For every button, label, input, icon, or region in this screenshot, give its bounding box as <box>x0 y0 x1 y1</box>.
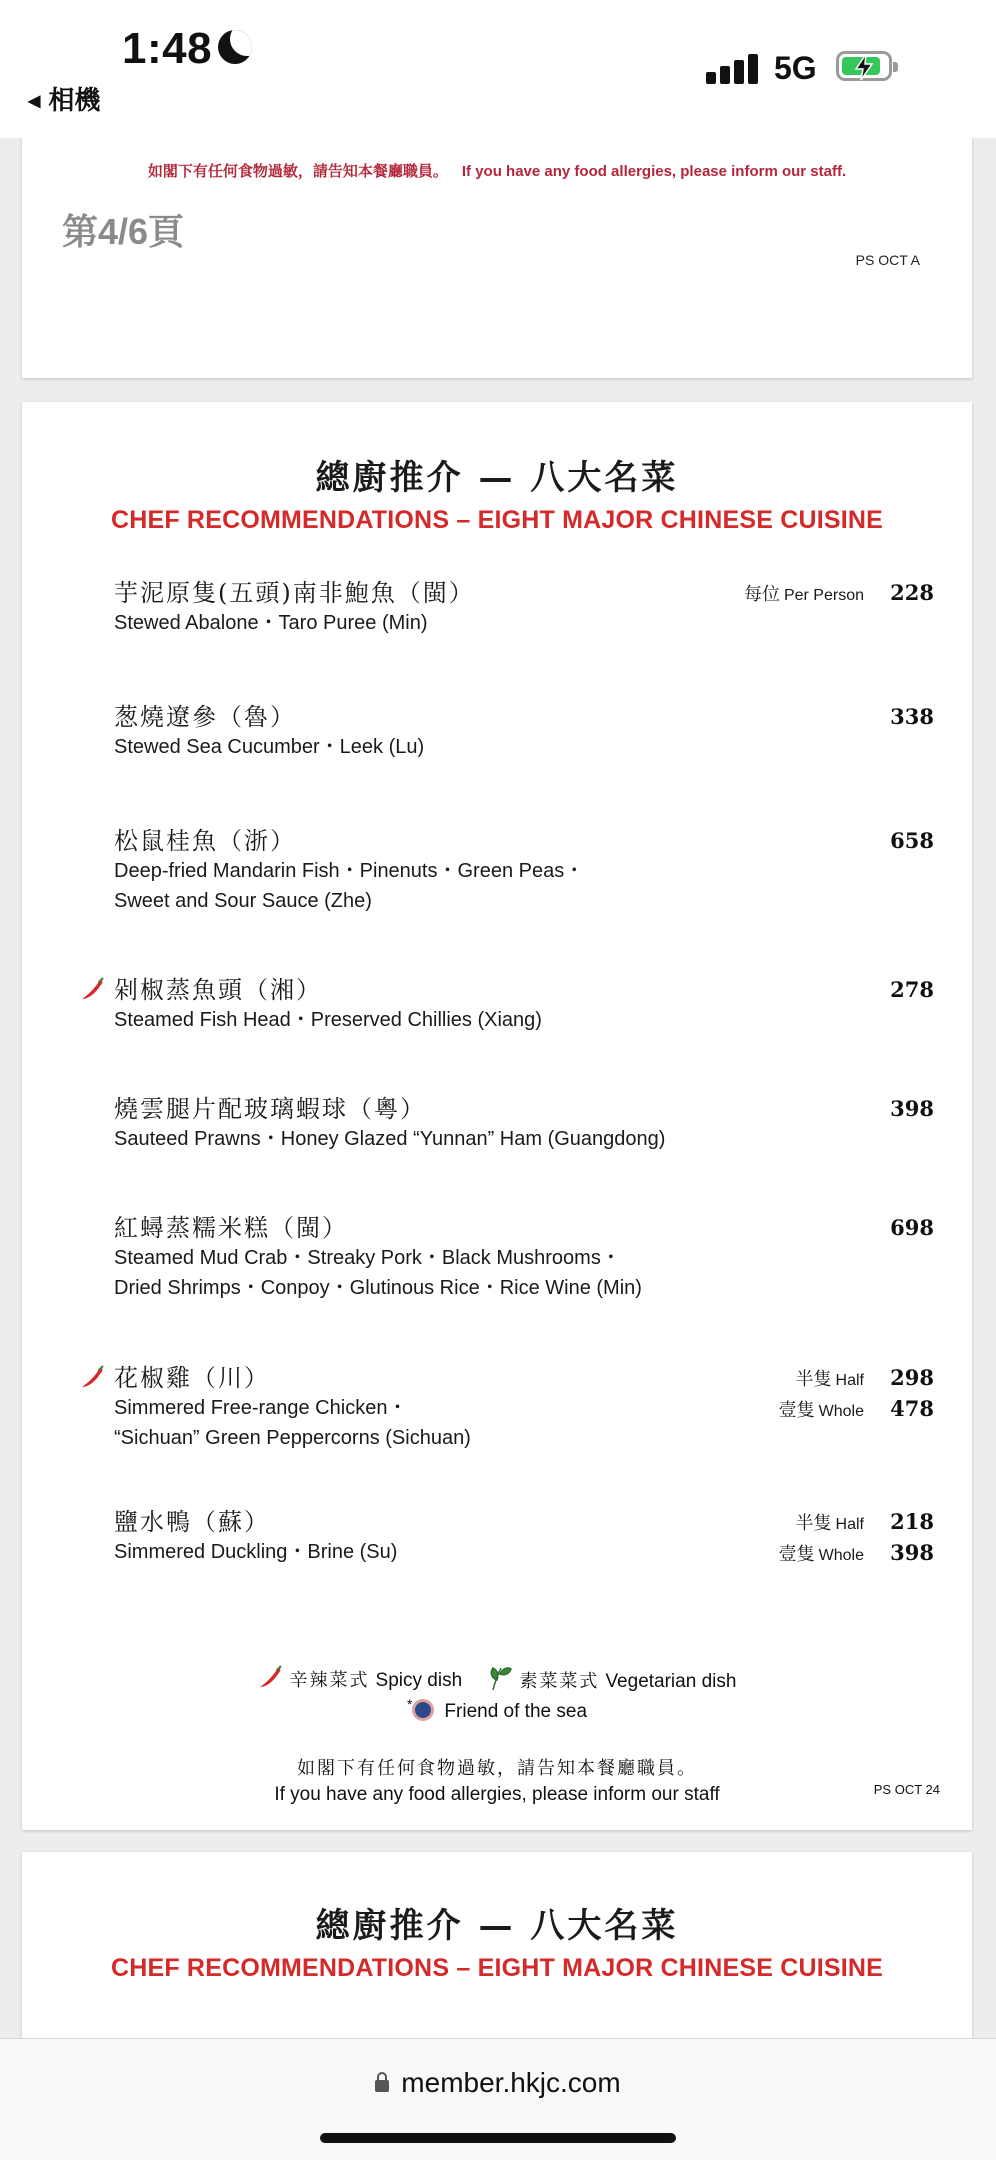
vegetable-icon <box>487 1664 513 1692</box>
lock-icon <box>375 2080 389 2092</box>
menu-title-zh: 總廚推介 — 八大名菜 <box>315 458 679 498</box>
price-value: 658 <box>890 828 934 853</box>
price-row <box>744 578 934 609</box>
menu-item-prices <box>779 1363 934 1425</box>
menu-item-name-zh: 葱燒遼參（魯） <box>114 703 296 731</box>
menu-item <box>114 1213 934 1303</box>
legend-spicy-zh: 辛辣菜式 <box>289 1670 370 1691</box>
chili-icon <box>258 1665 284 1691</box>
menu-item-name-en: Stewed Sea Cucumber・Leek (Lu) <box>114 736 425 758</box>
price-label-zh: 每位 <box>743 584 780 605</box>
menu-item <box>114 826 934 916</box>
price-label-zh: 半隻 <box>795 1369 832 1390</box>
menu-item-name-en: Simmered Free-range Chicken・ <box>114 1397 408 1419</box>
menu-item-prices <box>779 1507 934 1569</box>
status-bar <box>0 0 996 138</box>
status-time: 1:48 <box>122 24 213 73</box>
url-text: member.hkjc.com <box>401 2067 621 2098</box>
legend-spicy <box>258 1665 463 1692</box>
menu-item-name-en: Simmered Duckling・Brine (Su) <box>114 1541 398 1563</box>
price-row <box>864 826 934 857</box>
price-row <box>779 1394 934 1425</box>
price-value: 278 <box>890 977 934 1002</box>
url-field[interactable] <box>0 2067 996 2099</box>
menu-item-name-zh: 鹽水鴨（蘇） <box>114 1508 270 1536</box>
menu-item <box>114 578 934 638</box>
menu-item-name-zh: 剁椒蒸魚頭（湘） <box>114 976 322 1004</box>
menu-item-name-en: Deep-fried Mandarin Fish・Pinenuts・Green Peas・ <box>114 860 585 882</box>
price-label-en: Half <box>835 1516 864 1533</box>
menu-page-previous <box>22 100 972 378</box>
menu-item-prices <box>864 826 934 857</box>
price-row <box>779 1363 934 1394</box>
menu-item-name-en: Stewed Abalone・Taro Puree (Min) <box>114 612 428 634</box>
price-label-en: Whole <box>818 1547 864 1564</box>
page-code: PS OCT A <box>855 252 920 268</box>
menu-item <box>114 1094 934 1154</box>
price-row <box>864 702 934 733</box>
signal-icon <box>706 54 760 84</box>
price-row <box>779 1507 934 1538</box>
legend-sea-en: Friend of the sea <box>444 1701 588 1722</box>
allergy-notice-en: If you have any food allergies, please inform our staff. <box>461 163 847 180</box>
home-indicator[interactable] <box>320 2133 676 2143</box>
menu-item <box>114 702 934 762</box>
menu-item <box>114 975 934 1035</box>
menu-item-name-en: Sweet and Sour Sauce (Zhe) <box>114 890 372 912</box>
price-label-zh: 半隻 <box>795 1513 832 1534</box>
price-label-zh: 壹隻 <box>778 1400 815 1421</box>
menu-item-name-zh: 花椒雞（川） <box>114 1364 270 1392</box>
moon-icon <box>218 30 252 64</box>
menu-item-name-en: Sauteed Prawns・Honey Glazed “Yunnan” Ham (Guangdong) <box>114 1128 666 1150</box>
menu-item-prices <box>864 1094 934 1125</box>
price-value: 218 <box>890 1509 934 1534</box>
menu-title-en: CHEF RECOMMENDATIONS – EIGHT MAJOR CHINESE CUISINE <box>110 1954 884 1982</box>
menu-item-name-zh: 芋泥原隻(五頭)南非鮑魚（閩） <box>114 579 475 607</box>
menu-item-name-zh: 燒雲腿片配玻璃蝦球（粵） <box>114 1095 426 1123</box>
price-value: 398 <box>890 1540 934 1565</box>
chili-icon <box>80 1365 106 1391</box>
menu-item-prices <box>864 975 934 1006</box>
menu-item-prices <box>744 578 934 609</box>
menu-item-prices <box>864 1213 934 1244</box>
price-row <box>864 975 934 1006</box>
browser-address-bar[interactable] <box>0 2038 996 2160</box>
price-label-en: Half <box>835 1372 864 1389</box>
legend-vegetarian <box>487 1664 736 1693</box>
price-row <box>864 1213 934 1244</box>
menu-item-name-zh: 松鼠桂魚（浙） <box>114 827 296 855</box>
price-label-en: Per Person <box>783 587 864 604</box>
menu-item-name-en: Steamed Fish Head・Preserved Chillies (Xiang) <box>114 1009 542 1031</box>
legend-veg-zh: 素菜菜式 <box>519 1671 600 1692</box>
legend-veg-en: Vegetarian dish <box>605 1671 737 1692</box>
price-row <box>779 1538 934 1569</box>
menu-item-name-zh: 紅蟳蒸糯米糕（閩） <box>114 1214 348 1242</box>
legend <box>22 1664 972 1693</box>
price-value: 698 <box>890 1215 934 1240</box>
menu-item-name-en: Dried Shrimps・Conpoy・Glutinous Rice・Rice Wine (Min) <box>114 1277 642 1299</box>
menu-item-name-en: “Sichuan” Green Peppercorns (Sichuan) <box>114 1427 471 1449</box>
footer-allergy-zh: 如閣下有任何食物過敏，請告知本餐廳職員。 <box>297 1758 697 1779</box>
price-value: 228 <box>890 580 934 605</box>
allergy-notice <box>22 160 972 181</box>
page-number: 第4/6頁 <box>62 211 185 252</box>
legend-spicy-en: Spicy dish <box>375 1670 463 1691</box>
friend-of-the-sea-icon <box>412 1699 434 1721</box>
menu-item-name-en: Steamed Mud Crab・Streaky Pork・Black Mushrooms・ <box>114 1247 621 1269</box>
back-to-app-link[interactable] <box>28 80 100 117</box>
allergy-notice-zh: 如閣下有任何食物過敏，請告知本餐廳職員。 <box>147 162 448 180</box>
sea-asterisk: * <box>406 1696 413 1712</box>
legend-friend-of-sea <box>22 1696 972 1723</box>
price-row <box>864 1094 934 1125</box>
price-value: 398 <box>890 1096 934 1121</box>
menu-item <box>114 1507 934 1567</box>
price-label-zh: 壹隻 <box>778 1544 815 1565</box>
price-value: 298 <box>890 1365 934 1390</box>
menu-item <box>114 1363 934 1453</box>
battery-charging-icon <box>836 51 892 81</box>
price-value: 478 <box>890 1396 934 1421</box>
menu-title-en: CHEF RECOMMENDATIONS – EIGHT MAJOR CHINESE CUISINE <box>110 506 884 534</box>
network-type: 5G <box>774 50 817 86</box>
back-triangle-icon: ◀ <box>28 93 41 110</box>
menu-item-prices <box>864 702 934 733</box>
price-label-en: Whole <box>818 1403 864 1420</box>
menu-title-zh: 總廚推介 — 八大名菜 <box>315 1906 679 1946</box>
page-code: PS OCT 24 <box>873 1782 940 1797</box>
menu-page-current <box>22 402 972 1830</box>
chili-icon <box>80 977 106 1003</box>
back-app-label: 相機 <box>48 85 101 115</box>
price-value: 338 <box>890 704 934 729</box>
footer-allergy-en: If you have any food allergies, please inform our staff <box>274 1784 720 1805</box>
